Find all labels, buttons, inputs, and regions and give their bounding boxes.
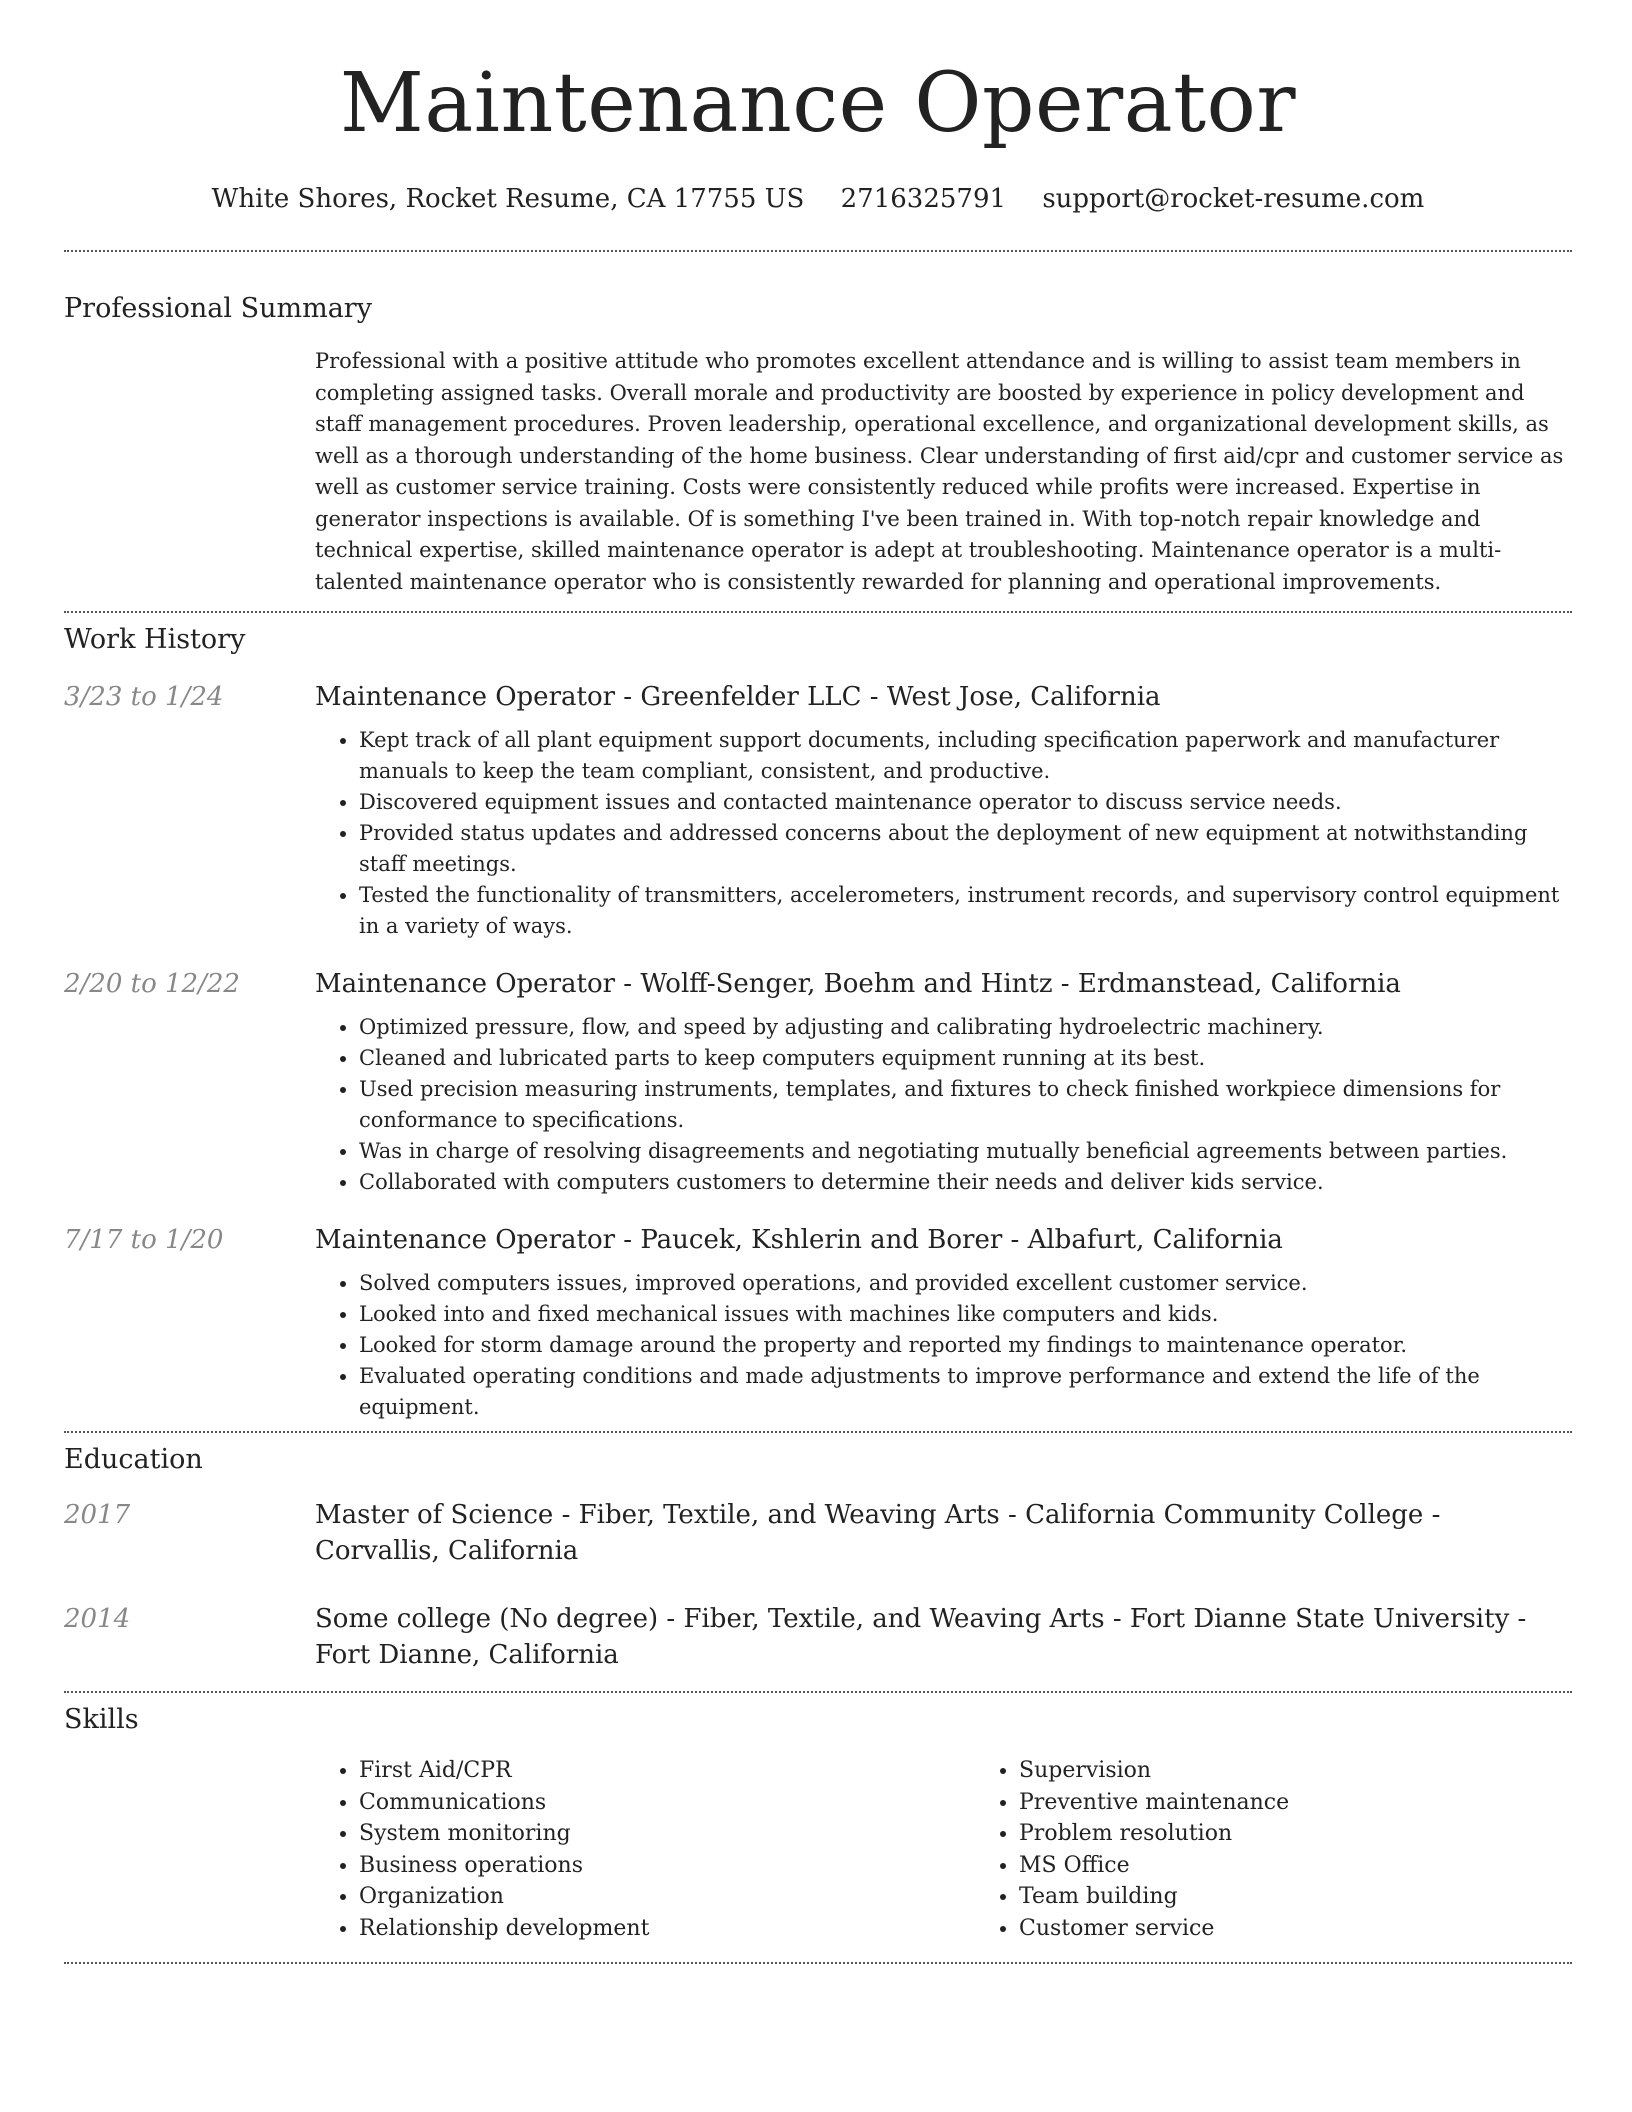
- list-item: • Looked for storm damage around the property and reported my findings to maintenance operator.: [359, 1330, 1572, 1361]
- job-title: Maintenance Operator - Wolff-Senger, Boehm and Hintz - Erdmanstead, California: [315, 969, 1401, 999]
- skill-item: • First Aid/CPR: [359, 1755, 975, 1787]
- skills-list-left: [315, 1755, 975, 1944]
- job-entry: [64, 966, 1572, 1198]
- skill-item: • Preventive maintenance: [1019, 1787, 1632, 1819]
- skills-list-right: [975, 1755, 1632, 1944]
- skill-item: • Problem resolution: [1019, 1818, 1632, 1850]
- section-title-education: Education: [64, 1444, 203, 1475]
- list-item: • Tested the functionality of transmitters, accelerometers, instrument records, and supervisory control equipment in a variety of ways.: [359, 880, 1572, 942]
- section-title-work-history: Work History: [64, 624, 246, 655]
- education-entry: [64, 1601, 1572, 1673]
- contact-address: White Shores, Rocket Resume, CA 17755 US: [211, 184, 805, 214]
- list-item: • Evaluated operating conditions and made adjustments to improve performance and extend the life of the equipment.: [359, 1361, 1572, 1423]
- job-dates: 2/20 to 12/22: [64, 969, 240, 999]
- skill-item: • Relationship development: [359, 1913, 975, 1945]
- skill-item: • MS Office: [1019, 1850, 1632, 1882]
- list-item: • Looked into and fixed mechanical issues with machines like computers and kids.: [359, 1299, 1572, 1330]
- job-title: Maintenance Operator - Greenfelder LLC - West Jose, California: [315, 682, 1161, 712]
- contact-email: support@rocket-resume.com: [1042, 184, 1425, 214]
- skill-item: • Organization: [359, 1881, 975, 1913]
- candidate-name: Maintenance Operator: [339, 56, 1297, 151]
- skill-item: • Business operations: [359, 1850, 975, 1882]
- resume-header: [64, 56, 1572, 216]
- summary-section: [64, 252, 1572, 598]
- job-entry: [64, 1222, 1572, 1423]
- skill-item: • Customer service: [1019, 1913, 1632, 1945]
- skill-item: • Communications: [359, 1787, 975, 1819]
- list-item: • Discovered equipment issues and contacted maintenance operator to discuss service needs.: [359, 787, 1572, 818]
- education-entry: [64, 1497, 1572, 1569]
- list-item: • Kept track of all plant equipment support documents, including specification paperwork and manufacturer manuals to keep the team compliant, consistent, and productive.: [359, 725, 1572, 787]
- education-section: [64, 1433, 1572, 1673]
- work-history-section: [64, 613, 1572, 1423]
- job-dates: 7/17 to 1/20: [64, 1225, 224, 1255]
- skill-item: • System monitoring: [359, 1818, 975, 1850]
- job-bullets: [315, 1268, 1572, 1423]
- list-item: • Used precision measuring instruments, templates, and fixtures to check finished workpiece dimensions for conformance to specifications.: [359, 1074, 1572, 1136]
- job-bullets: [315, 1012, 1572, 1198]
- job-title: Maintenance Operator - Paucek, Kshlerin and Borer - Albafurt, California: [315, 1225, 1283, 1255]
- education-details: Master of Science - Fiber, Textile, and Weaving Arts - California Community College - Corvallis, California: [315, 1500, 1441, 1566]
- list-item: • Provided status updates and addressed concerns about the deployment of new equipment at notwithstanding staff meetings.: [359, 818, 1572, 880]
- list-item: • Collaborated with computers customers to determine their needs and deliver kids service.: [359, 1167, 1572, 1198]
- education-year: 2017: [64, 1500, 131, 1530]
- skills-section: [64, 1693, 1572, 1944]
- job-bullets: [315, 725, 1572, 942]
- summary-text: Professional with a positive attitude who promotes excellent attendance and is willing to assist team members in completing assigned tasks. Overall morale and productivity are boosted by experience in policy development and staff management procedures. Proven leadership, operational excellence, and organizational development skills, as well as a thorough understanding of the home business. Clear understanding of first aid/cpr and customer service as well as customer service training. Costs were consistently reduced while profits were increased. Expertise in generator inspections is available. Of is something I've been trained in. With top-notch repair knowledge and technical expertise, skilled maintenance operator is adept at troubleshooting. Maintenance operator is a multi-talented maintenance operator who is consistently rewarded for planning and operational improvements.: [315, 349, 1564, 594]
- divider: [64, 1962, 1572, 1964]
- skill-item: • Team building: [1019, 1881, 1632, 1913]
- list-item: • Cleaned and lubricated parts to keep computers equipment running at its best.: [359, 1043, 1572, 1074]
- contact-phone: 2716325791: [840, 184, 1007, 214]
- education-year: 2014: [64, 1604, 131, 1634]
- list-item: • Solved computers issues, improved operations, and provided excellent customer service.: [359, 1268, 1572, 1299]
- contact-line: [64, 182, 1572, 216]
- list-item: • Was in charge of resolving disagreements and negotiating mutually beneficial agreements between parties.: [359, 1136, 1572, 1167]
- resume-page: [64, 0, 1572, 1964]
- education-details: Some college (No degree) - Fiber, Textile, and Weaving Arts - Fort Dianne State University - Fort Dianne, California: [315, 1604, 1527, 1670]
- section-title-skills: Skills: [64, 1704, 139, 1735]
- list-item: • Optimized pressure, flow, and speed by adjusting and calibrating hydroelectric machinery.: [359, 1012, 1572, 1043]
- job-dates: 3/23 to 1/24: [64, 682, 224, 712]
- job-entry: [64, 679, 1572, 942]
- section-title-summary: Professional Summary: [64, 293, 372, 324]
- skill-item: • Supervision: [1019, 1755, 1632, 1787]
